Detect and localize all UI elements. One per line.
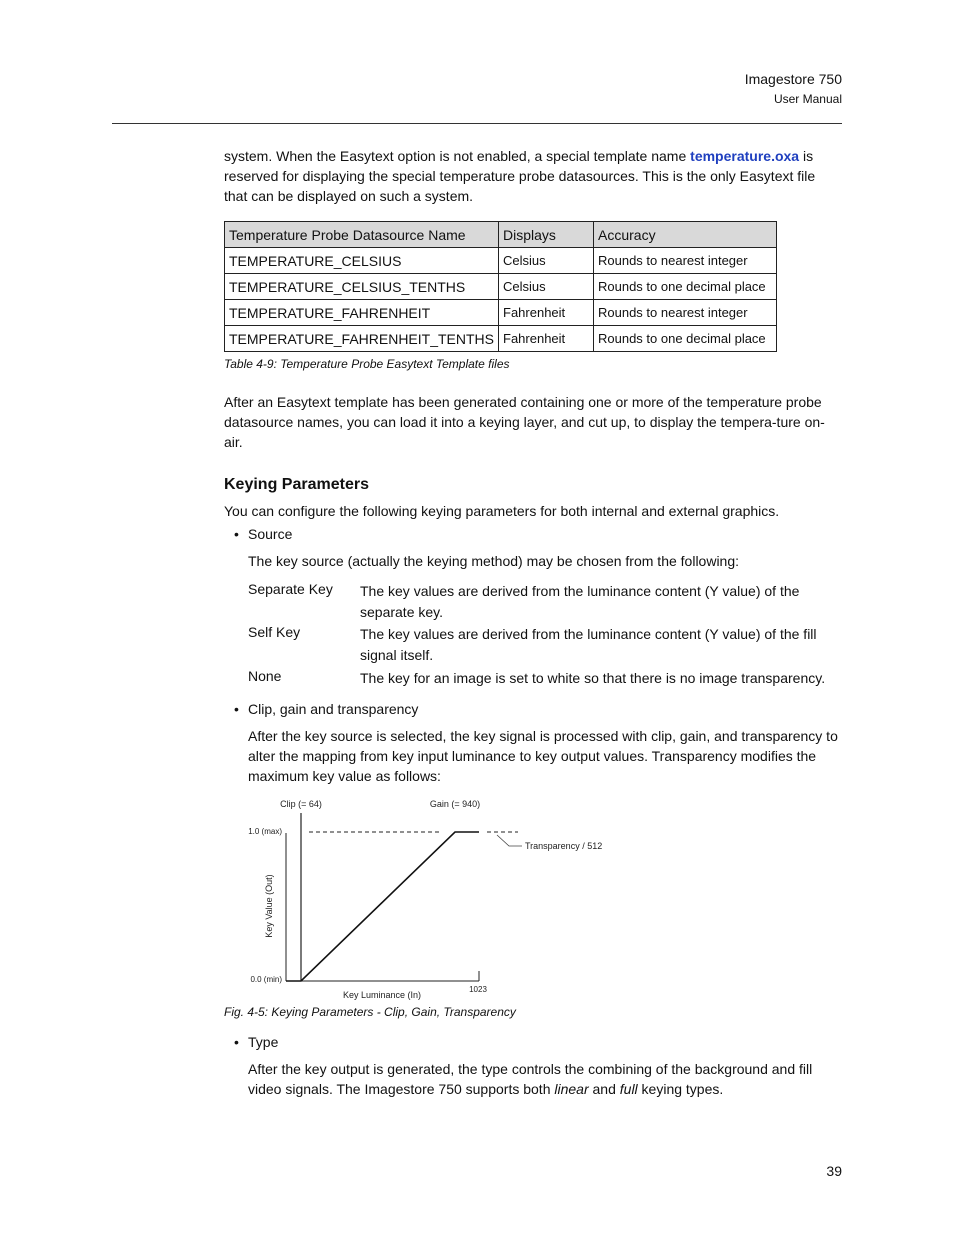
term-separate-key: Separate Key <box>248 581 333 597</box>
intro-text-before: system. When the Easytext option is not enabled, a special template name <box>224 148 691 164</box>
cell-name: TEMPERATURE_CELSIUS_TENTHS <box>225 274 499 300</box>
type-full: full <box>619 1081 638 1097</box>
bullet-type-label: Type <box>248 1034 279 1050</box>
term-self-key: Self Key <box>248 624 301 640</box>
source-description: The key source (actually the keying method) may be chosen from the following: <box>248 553 740 569</box>
bullet-dot: • <box>234 701 239 717</box>
bullet-source-label: Source <box>248 526 293 542</box>
section-intro: You can configure the following keying parameters for both internal and external graphics. <box>224 503 780 519</box>
clip-description: After the key source is selected, the key signal is processed with clip, gain, and transparency to alter the mapping from key input luminance to key output values. Transparency modifies the maximum key value as follows: <box>248 728 838 784</box>
cell-name: TEMPERATURE_FAHRENHEIT_TENTHS <box>225 326 499 352</box>
figure-caption: Fig. 4-5: Keying Parameters - Clip, Gain, Transparency <box>224 1005 516 1019</box>
cell-displays: Fahrenheit <box>499 326 594 352</box>
cell-accuracy: Rounds to one decimal place <box>594 274 777 300</box>
intro-text-after: is reserved for displaying the special temperature probe datasources. This is the only Easytext file that can be displayed on such a system. <box>224 148 816 204</box>
cell-accuracy: Rounds to nearest integer <box>594 300 777 326</box>
cell-name: TEMPERATURE_FAHRENHEIT <box>225 300 499 326</box>
col-header-name: Temperature Probe Datasource Name <box>225 222 499 248</box>
def-none: The key for an image is set to white so that there is no image transparency. <box>360 670 826 686</box>
cell-name: TEMPERATURE_CELSIUS <box>225 248 499 274</box>
cell-accuracy: Rounds to one decimal place <box>594 326 777 352</box>
type-desc-after: keying types. <box>637 1081 724 1097</box>
cell-displays: Celsius <box>499 248 594 274</box>
x-axis-label: Key Luminance (In) <box>342 990 422 1000</box>
term-none: None <box>248 668 282 684</box>
transparency-label: Transparency / 512 <box>525 841 603 851</box>
running-header-subtitle: User Manual <box>773 92 842 106</box>
col-header-displays: Displays <box>499 222 594 248</box>
section-heading: Keying Parameters <box>224 476 369 493</box>
type-linear: linear <box>554 1081 589 1097</box>
clip-label: Clip (= 64) <box>280 799 322 809</box>
bullet-type <box>234 1034 278 1050</box>
y-axis-label: Key Value (Out) <box>264 874 274 938</box>
transfer-curve <box>286 832 479 981</box>
transparency-leader <box>497 835 522 846</box>
type-and: and <box>588 1081 620 1097</box>
table-caption: Table 4-9: Temperature Probe Easytext Template files <box>224 357 510 371</box>
bullet-dot: • <box>234 1034 239 1050</box>
after-table-paragraph: After an Easytext template has been generated containing one or more of the temperature probe datasource names, you can load it into a keying layer, and cut up, to display the tempera-ture on-air. <box>224 394 825 450</box>
temperature-oxa-link[interactable]: temperature.oxa <box>690 148 800 164</box>
gain-label: Gain (= 940) <box>429 799 481 809</box>
bullet-dot: • <box>234 526 239 542</box>
ymax-label: 1.0 (max) <box>248 827 282 836</box>
ymin-label: 0.0 (min) <box>250 975 282 984</box>
page-number: 39 <box>826 1163 842 1179</box>
type-desc-before: After the key output is generated, the type controls the combining of the background and fill video signals. The Imagestore 750 supports both <box>248 1061 813 1097</box>
cell-displays: Fahrenheit <box>499 300 594 326</box>
def-self-key: The key values are derived from the luminance content (Y value) of the fill signal itself. <box>360 626 817 663</box>
running-header-title: Imagestore 750 <box>744 71 842 87</box>
cell-accuracy: Rounds to nearest integer <box>594 248 777 274</box>
type-description <box>248 1059 842 1099</box>
col-header-accuracy: Accuracy <box>594 222 777 248</box>
def-separate-key: The key values are derived from the luminance content (Y value) of the separate key. <box>360 583 800 620</box>
x-max-label: 1023 <box>469 985 487 994</box>
bullet-clip-label: Clip, gain and transparency <box>248 701 419 717</box>
cell-displays: Celsius <box>499 274 594 300</box>
